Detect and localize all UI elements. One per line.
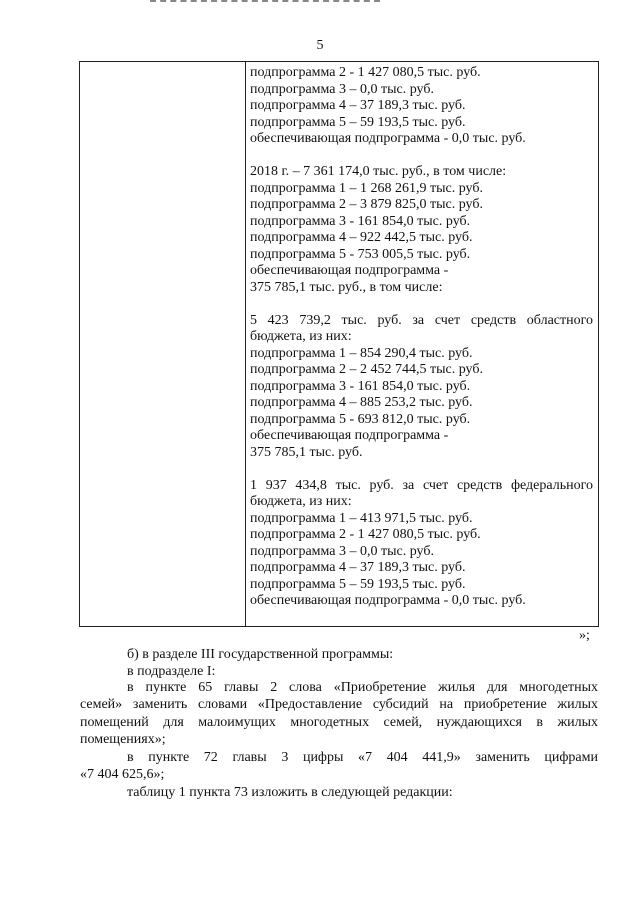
table-right-column	[250, 65, 593, 610]
table-line: подпрограмма 4 – 37 189,3 тыс. руб.	[250, 560, 466, 575]
table-line: подпрограмма 5 – 59 193,5 тыс. руб.	[250, 576, 466, 592]
table-line: подпрограмма 2 - 1 427 080,5 тыс. руб.	[250, 65, 481, 80]
closing-quote: »;	[579, 628, 590, 643]
table-line: подпрограмма 5 - 753 005,5 тыс. руб.	[250, 246, 471, 262]
table-column-divider	[245, 62, 246, 626]
table-line: подпрограмма 1 – 1 268 261,9 тыс. руб.	[250, 180, 483, 196]
amendment-paragraph: в пункте 72 главы 3 цифры «7 404 441,9» заменить цифрами	[127, 750, 598, 765]
table-line: бюджета, из них:	[250, 329, 352, 344]
amendment-paragraph: в пункте 65 главы 2 слова «Приобретение жилья для многодетных	[127, 680, 598, 695]
table-line: 375 785,1 тыс. руб.	[250, 444, 363, 460]
table-line: подпрограмма 1 – 413 971,5 тыс. руб.	[250, 510, 473, 526]
table-line: подпрограмма 3 - 161 854,0 тыс. руб.	[250, 378, 471, 394]
table-line: подпрограмма 4 – 37 189,3 тыс. руб.	[250, 98, 466, 113]
table-line: 1 937 434,8 тыс. руб. за счет средств федерального	[250, 477, 593, 493]
table-line: подпрограмма 5 - 693 812,0 тыс. руб.	[250, 411, 471, 427]
table-line: 5 423 739,2 тыс. руб. за счет средств областного	[250, 312, 593, 328]
table-line: подпрограмма 2 – 3 879 825,0 тыс. руб.	[250, 197, 483, 212]
table-line: подпрограмма 1 – 854 290,4 тыс. руб.	[250, 345, 473, 361]
table-line: подпрограмма 2 - 1 427 080,5 тыс. руб.	[250, 527, 481, 542]
amendment-paragraph: таблицу 1 пункта 73 изложить в следующей редакции:	[127, 785, 453, 800]
amendment-paragraph: б) в разделе III государственной программы:	[127, 647, 394, 662]
table-line: подпрограмма 4 – 885 253,2 тыс. руб.	[250, 395, 473, 410]
table-line: обеспечивающая подпрограмма -	[250, 428, 449, 443]
page-number: 5	[316, 38, 324, 53]
amendment-paragraph: в подразделе I:	[127, 664, 216, 679]
scan-top-marks	[150, 0, 380, 5]
table-line: обеспечивающая подпрограмма - 0,0 тыс. руб.	[250, 593, 526, 608]
amendment-paragraph: помещениях»;	[80, 732, 166, 747]
table-line: обеспечивающая подпрограмма - 0,0 тыс. руб.	[250, 131, 526, 146]
table-line: подпрограмма 3 – 0,0 тыс. руб.	[250, 543, 434, 559]
table-line: подпрограмма 3 - 161 854,0 тыс. руб.	[250, 213, 471, 229]
amendment-paragraph: помещений для малоимущих многодетных семей, нуждающихся в жилых	[80, 715, 598, 730]
table-line: бюджета, из них:	[250, 494, 352, 509]
funding-table	[79, 61, 599, 627]
table-line: 375 785,1 тыс. руб., в том числе:	[250, 279, 443, 295]
table-line: подпрограмма 4 – 922 442,5 тыс. руб.	[250, 230, 473, 245]
table-line: подпрограмма 3 – 0,0 тыс. руб.	[250, 81, 434, 97]
amendment-paragraph: «7 404 625,6»;	[80, 767, 165, 782]
table-line: обеспечивающая подпрограмма -	[250, 263, 449, 278]
table-line: подпрограмма 5 – 59 193,5 тыс. руб.	[250, 114, 466, 130]
table-line: подпрограмма 2 – 2 452 744,5 тыс. руб.	[250, 362, 483, 377]
amendment-paragraph: семей» заменить словами «Предоставление субсидий на приобретение жилых	[80, 697, 598, 712]
table-line: 2018 г. – 7 361 174,0 тыс. руб., в том числе:	[250, 164, 507, 179]
